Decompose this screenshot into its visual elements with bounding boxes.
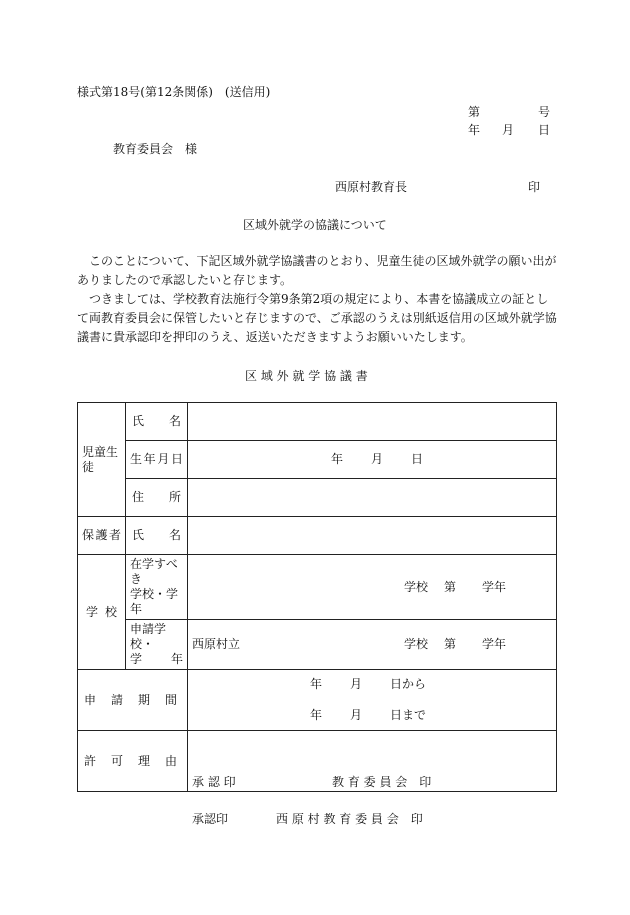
guardian-name-label-char: 氏 [132,528,145,542]
period-label-char: 請 [110,692,123,707]
grade-prefix: 第 [443,579,456,594]
letter-paragraph-1: このことについて、下記区域外就学協議書のとおり、児童生徒の区域外就学の願い出がありましたので承認したいと存じます。 [77,254,557,287]
date-day-label: 日 [538,123,551,137]
birth-day-label: 日 [411,452,424,466]
student-birth-label-cell [126,441,188,479]
school-label-char: 学 [86,604,99,619]
date-year-label: 年 [468,123,481,137]
student-name-label-cell [126,403,188,441]
guardian-category [78,517,126,555]
applied-school-label-cell [126,620,188,670]
school-category [78,555,126,670]
guardian-name-field[interactable] [188,517,557,555]
birth-year-label: 年 [330,452,343,466]
letter-paragraph-2: つきましては、学校教育法施行令第9条第2項の規定により、本書を協議成立の証として両教育委員会に保管したいと存じますので、ご承認のうえは別紙返信用の区域外就学協議書に貴承認印を押印のうえ、返送いただきますようお願いいたします。 [77,292,557,344]
applied-school-label-char: 年 [170,652,183,666]
approval-board-1: 教 育 委 員 会 印 [332,775,432,789]
date-month-label: 月 [502,123,515,137]
applied-school-label-char: 学 [130,652,143,666]
period-from-year: 年 [310,677,323,691]
period-from-month: 月 [350,677,363,691]
enrolled-school-field[interactable] [188,555,557,620]
birth-label-char: 生 [130,452,143,466]
consultation-form-table [77,402,557,792]
guardian-label-char: 保 [82,528,95,542]
form-title: 区 域 外 就 学 協 議 書 [245,369,368,383]
approval-label-2: 承認印 [192,812,229,826]
application-period-field[interactable] [188,670,557,731]
form-label: 様式第18号(第12条関係) (送信用) [77,85,271,99]
school-word: 学校 [403,579,428,594]
applied-school-prefix: 西原村立 [192,637,241,651]
grade-suffix: 学年 [481,637,506,651]
student-category [78,403,126,517]
number-prefix: 第 [468,105,481,119]
student-name-label-char: 氏 [132,414,145,428]
letter-title: 区域外就学の協議について [243,218,387,232]
school-label-char: 校 [104,604,117,619]
student-address-field[interactable] [188,479,557,517]
applied-school-label-line1: 申請学校・ [130,622,167,651]
reason-label-char: 可 [110,753,123,768]
period-to-day: 日まで [390,708,427,722]
student-label: 児童生徒 [82,444,119,474]
birth-label-char: 月 [157,452,170,466]
student-address-label-cell [126,479,188,517]
period-to-month: 月 [350,708,363,722]
period-label-char: 間 [164,692,177,707]
addressee: 教育委員会 様 [113,142,198,156]
guardian-label-char: 護 [95,528,108,542]
period-label-char: 申 [84,692,97,707]
period-category [78,670,188,731]
sender: 西原村教育長 [335,180,408,194]
grade-prefix: 第 [443,637,456,651]
period-to-year: 年 [310,708,323,722]
reason-label-char: 許 [84,753,97,768]
guardian-label-char: 者 [108,528,121,542]
approval-board-2: 西 原 村 教 育 委 員 会 印 [276,812,423,826]
student-name-field[interactable] [188,403,557,441]
grade-suffix: 学年 [481,579,506,594]
approval-label-1: 承 認 印 [192,775,236,789]
reason-label-char: 理 [137,753,150,768]
guardian-name-label-char: 名 [168,528,181,542]
address-label-char: 所 [168,490,181,504]
student-name-label-char: 名 [168,414,181,428]
student-birthdate-field[interactable] [188,441,557,479]
number-suffix: 号 [538,105,551,119]
address-label-char: 住 [132,490,145,504]
period-label-char: 期 [137,692,150,707]
school-word: 学校 [403,637,428,651]
enrolled-school-label-cell [126,555,188,620]
sender-seal: 印 [528,180,541,194]
birth-month-label: 月 [370,452,383,466]
birth-label-char: 年 [143,452,156,466]
enrolled-school-label-line1: 在学すべき [130,557,178,586]
period-from-day: 日から [390,677,427,691]
reason-category [78,731,188,792]
guardian-name-label-cell [126,517,188,555]
applied-school-field[interactable] [188,620,557,670]
birth-label-char: 日 [170,452,183,466]
reason-label-char: 由 [164,753,177,768]
enrolled-school-label-line2: 学校・学年 [130,587,179,616]
